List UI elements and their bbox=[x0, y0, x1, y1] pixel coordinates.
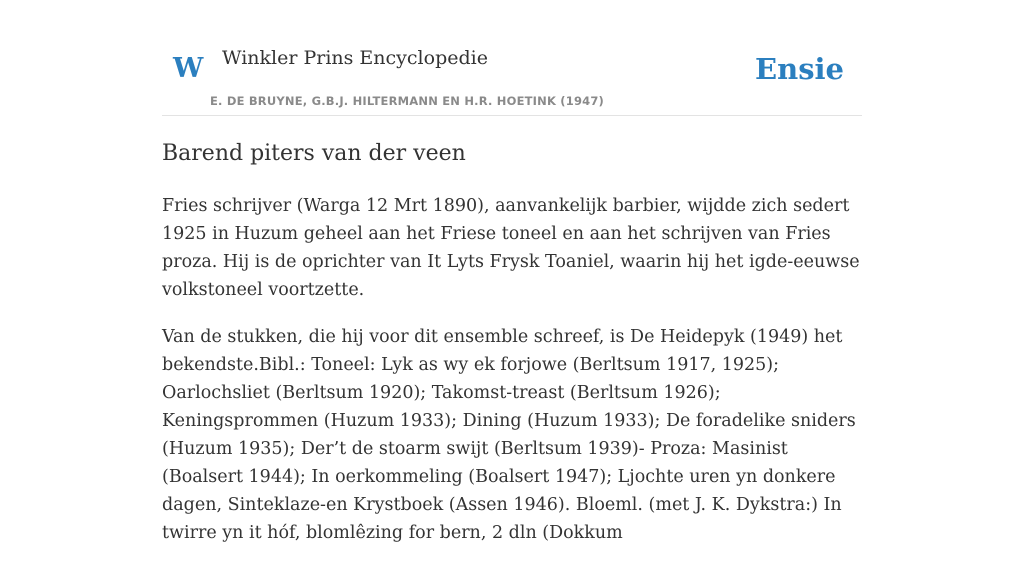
article-body bbox=[162, 192, 862, 566]
site-authors: E. DE BRUYNE, G.B.J. HILTERMANN EN H.R. HOETINK (1947) bbox=[210, 94, 605, 108]
article-title: Barend piters van der veen bbox=[162, 141, 466, 166]
article-paragraph-1: Fries schrijver (Warga 12 Mrt 1890), aanvankelijk barbier, wijdde zich sedert 1925 in Huzum geheel aan het Friese toneel en aan het schrijven van Fries proza. Hij is de oprichter van It Lyts Frysk Toaniel, waarin hij het igde-eeuwse volkstoneel voortzette. bbox=[162, 196, 860, 300]
content-container bbox=[162, 0, 862, 543]
winkler-prins-logo-icon[interactable]: W bbox=[173, 53, 204, 84]
site-title[interactable]: Winkler Prins Encyclopedie bbox=[222, 47, 488, 69]
article-paragraph-2: Van de stukken, die hij voor dit ensemble schreef, is De Heidepyk (1949) het bekendste.Bibl.: Toneel: Lyk as wy ek forjowe (Berltsum 1917, 1925); Oarlochsliet (Berltsum 1920); Takomst-treast (Berltsum 1926); Keningsprommen (Huzum 1933); Dining (Huzum 1933); De foradelike sniders (Huzum 1935); Der’t de stoarm swijt (Berltsum 1939)- Proza: Masinist (Boalsert 1944); In oerkommeling (Boalsert 1947); Ljochte uren yn donkere dagen, Sinteklaze-en Krystboek (Assen 1946). Bloeml. (met J. K. Dykstra:) In twirre yn it hóf, blomlêzing for bern, 2 dln (Dokkum bbox=[162, 327, 856, 543]
site-header bbox=[162, 0, 862, 116]
ensie-brand-link[interactable]: Ensie bbox=[755, 52, 844, 86]
